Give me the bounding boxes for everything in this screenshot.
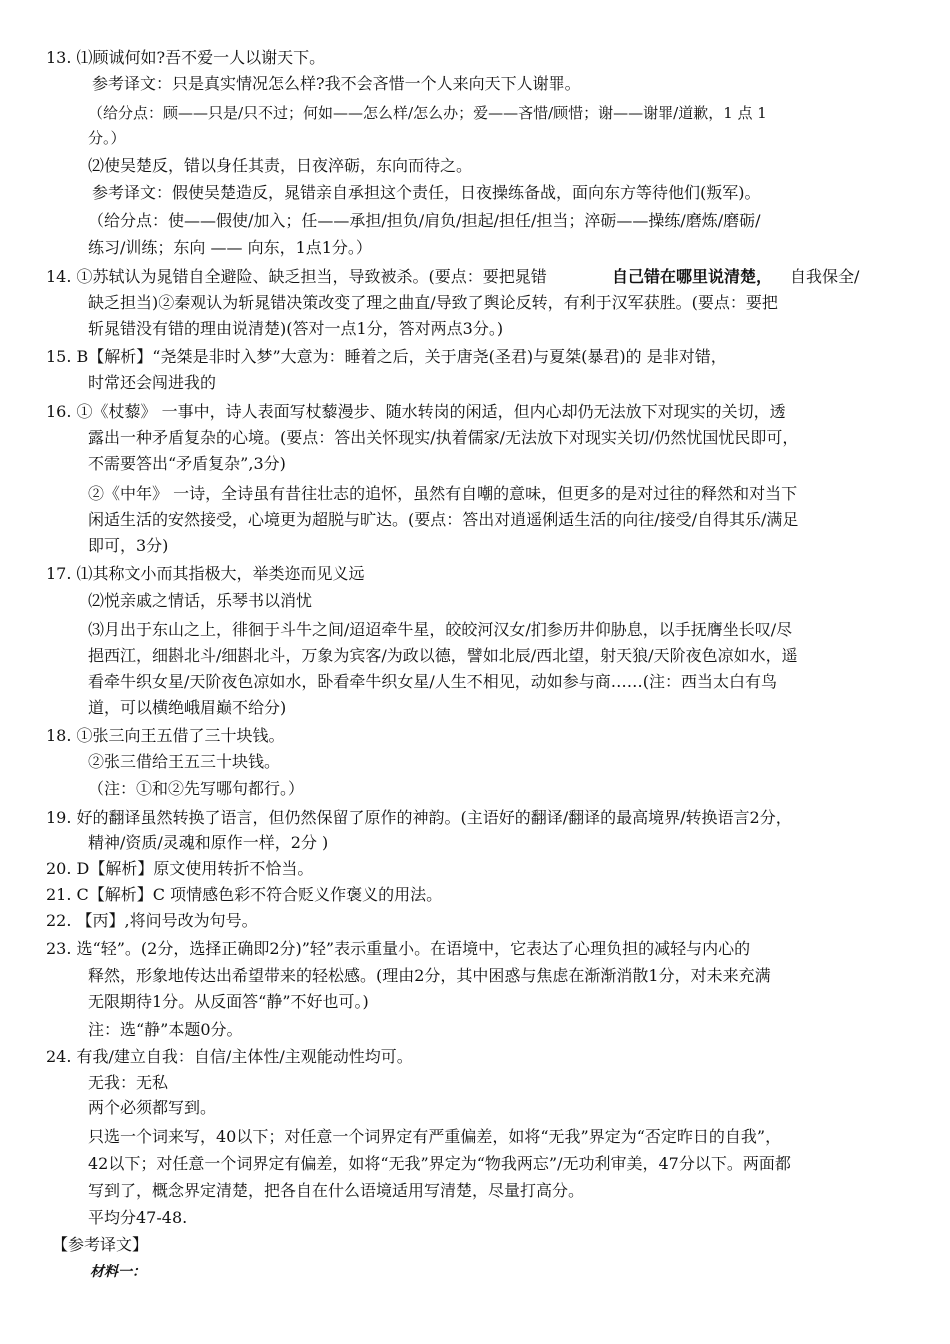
- q15-line1: 15. B【解析】“尧桀是非时入梦”大意为：睡着之后，关于唐尧(圣君)与夏桀(暴君)的 是非对错，: [46, 347, 727, 366]
- q23-line1: 23. 选“轻”。(2分，选择正确即2分)”轻”表示重量小。在语境中，它表达了心理负担的减轻与内心的: [46, 939, 751, 958]
- q13-part2: ⑵使吴楚反，错以身任其责，日夜淬砺，东向而待之。: [88, 156, 473, 175]
- reference-translation-heading: 【参考译文】: [52, 1235, 149, 1254]
- q17-part2: ⑵悦亲戚之情话，乐琴书以消忧: [88, 591, 313, 610]
- q20-line: 20. D【解析】原文使用转折不恰当。: [46, 859, 314, 878]
- q18-note: （注：①和②先写哪句都行。）: [88, 779, 305, 798]
- q14-line2: 缺乏担当)②秦观认为斩晁错决策改变了理之曲直/导致了舆论反转，有利于汉军获胜。(要点：要把: [88, 293, 778, 312]
- q23-line3: 无限期待1分。从反面答“静”不好也可。): [88, 992, 369, 1011]
- q18-line2: ②张三借给王五三十块钱。: [88, 752, 281, 771]
- q24-line4: 只选一个词来写，40以下；对任意一个词界定有严重偏差，如将“无我”界定为“否定昨日的自我”，: [88, 1127, 782, 1146]
- q17-part3-line1: ⑶月出于东山之上，徘徊于斗牛之间/迢迢牵牛星，皎皎河汉女/扪参历井仰胁息，以手抚膺坐长叹/尽: [88, 620, 793, 639]
- q24-line2: 无我：无私: [88, 1073, 169, 1092]
- q14-line1-end: 自我保全/: [790, 267, 860, 286]
- q24-line5: 42以下；对任意一个词界定有偏差，如将“无我”界定为“物我两忘”/无功利审美，47分以下。两面都: [88, 1154, 791, 1173]
- q14-line3: 斩晁错没有错的理由说清楚)(答对一点1分，答对两点3分。): [88, 319, 504, 338]
- q13-scoring1: （给分点：顾——只是/只不过；何如——怎么样/怎么办；爱——吝惜/顾惜；谢——谢罪/道歉，1 点 1: [88, 104, 767, 122]
- q17-part1: 17. ⑴其称文小而其指极大，举类迩而见义远: [46, 564, 365, 583]
- q16-line1: 16. ①《杖藜》 一事中，诗人表面写杖藜漫步、随水转岗的闲适，但内心却仍无法放下对现实的关切，透: [46, 402, 786, 421]
- q16-line4: ②《中年》 一诗，全诗虽有昔往壮志的追怀，虽然有自嘲的意味，但更多的是对过往的释然和对当下: [88, 484, 798, 503]
- q13-translation1: 参考译文：只是真实情况怎么样?我不会吝惜一个人来向天下人谢罪。: [92, 74, 581, 93]
- q17-part3-line2: 挹西江，细斟北斗/细斟北斗，万象为宾客/为政以德，譬如北辰/西北望，射天狼/天阶夜色凉如水，遥: [88, 646, 798, 665]
- q21-line: 21. C【解析】C 项情感色彩不符合贬义作褒义的用法。: [46, 885, 443, 904]
- q13-scoring2: （给分点：使——假使/加入；任——承担/担负/肩负/担起/担任/担当；淬砺——操练/磨炼/磨砺/: [88, 211, 761, 230]
- q17-part3-line3: 看牵牛织女星/天阶夜色凉如水，卧看牵牛织女星/人生不相见，动如参与商……(注：西当太白有鸟: [88, 672, 778, 691]
- material-one-label: 材料一：: [90, 1264, 146, 1280]
- q13-translation2: 参考译文：假使吴楚造反，晁错亲自承担这个责任，日夜操练备战，面向东方等待他们(叛军)。: [92, 183, 761, 202]
- q15-line2: 时常还会闯进我的: [88, 373, 217, 392]
- q17-part3-line4: 道，可以横绝峨眉巅不给分): [88, 698, 287, 717]
- q16-line5: 闲适生活的安然接受，心境更为超脱与旷达。(要点：答出对逍遥俐适生活的向往/接受/自得其乐/满足: [88, 510, 799, 529]
- q24-line1: 24. 有我/建立自我：自信/主体性/主观能动性均可。: [46, 1047, 413, 1066]
- q23-line2: 释然，形象地传达出希望带来的轻松感。(理由2分，其中困惑与焦虑在渐渐消散1分，对未来充满: [88, 966, 771, 985]
- q13-scoring2-cont: 练习/训练；东向 —— 向东，1点1分。）: [88, 238, 372, 257]
- q16-line3: 不需要答出“矛盾复杂”,3分): [88, 454, 286, 473]
- q16-line6: 即可，3分): [88, 536, 169, 555]
- q19-line1: 19. 好的翻译虽然转换了语言，但仍然保留了原作的神韵。(主语好的翻译/翻译的最高境界/转换语言2分，: [46, 808, 792, 827]
- q13-part1: 13. ⑴顾诚何如?吾不爱一人以谢天下。: [46, 48, 326, 67]
- q19-line2: 精神/资质/灵魂和原作一样，2分 ): [88, 833, 329, 852]
- q14-line1-start: 14. ①苏轼认为晁错自全避险、缺乏担当，导致被杀。(要点：要把晁错: [46, 267, 547, 286]
- average-score: 平均分47-48.: [88, 1208, 188, 1227]
- q23-note: 注：选“静”本题0分。: [88, 1020, 243, 1039]
- q18-line1: 18. ①张三向王五借了三十块钱。: [46, 726, 285, 745]
- q24-line3: 两个必须都写到。: [88, 1098, 217, 1117]
- q22-line: 22. 【丙】,将问号改为句号。: [46, 911, 258, 930]
- q16-line2: 露出一种矛盾复杂的心境。(要点：答出关怀现实/执着儒家/无法放下对现实关切/仍然忧国忧民即可，: [88, 428, 799, 447]
- q24-line6: 写到了，概念界定清楚，把各自在什么语境适用写清楚，尽量打高分。: [88, 1181, 585, 1200]
- q13-scoring1-cont: 分。）: [88, 129, 126, 147]
- q14-emphasis: 自己错在哪里说清楚，: [612, 267, 773, 286]
